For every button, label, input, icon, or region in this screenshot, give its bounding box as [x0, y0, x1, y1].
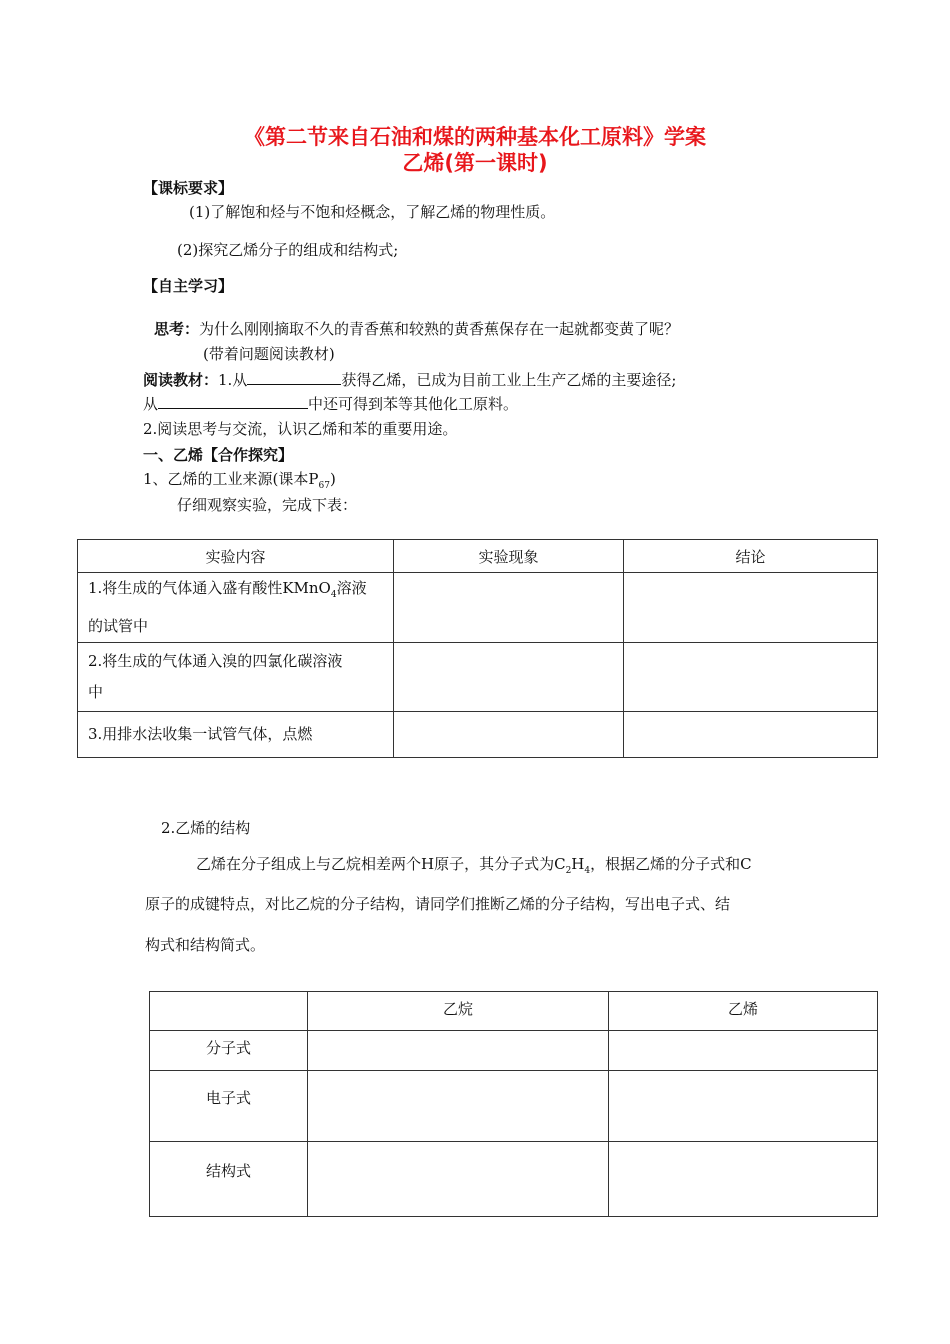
standards-item-1: (1)了解饱和烃与不饱和烃概念，了解乙烯的物理性质。: [189, 203, 556, 221]
read-label: 阅读教材：: [143, 371, 219, 389]
header-ethane: 乙烷: [308, 992, 609, 1031]
ethylene-structure-input[interactable]: [609, 1142, 878, 1217]
header-conclusion: 结论: [624, 540, 878, 573]
table-row: [78, 573, 878, 643]
read-text-1a: 1.从: [218, 371, 248, 389]
think-text: 为什么刚刚摘取不久的青香蕉和较熟的黄香蕉保存在一起就都变黄了呢？: [199, 320, 680, 338]
cell-text: 2.将生成的气体通入溴的四氯化碳溶液: [88, 652, 343, 670]
blank-2[interactable]: [158, 393, 308, 409]
section1-heading: 一、乙烯【合作探究】: [143, 446, 294, 464]
structure-table: [149, 991, 878, 1217]
table-row: [78, 643, 878, 712]
ethane-structure-input[interactable]: [308, 1142, 609, 1217]
table-row: [150, 1142, 878, 1217]
para-text: ，根据乙烯的分子式和C: [590, 855, 752, 873]
experiment-table: [77, 539, 878, 758]
phenomenon-input[interactable]: [394, 573, 624, 643]
table-header-row: [150, 992, 878, 1031]
row-label-formula: 分子式: [150, 1031, 308, 1071]
table-row: [150, 1031, 878, 1071]
para-text: H: [571, 855, 585, 873]
conclusion-input[interactable]: [624, 643, 878, 712]
conclusion-input[interactable]: [624, 573, 878, 643]
ethane-electron-input[interactable]: [308, 1071, 609, 1142]
header-ethylene: 乙烯: [609, 992, 878, 1031]
row-label-electron: 电子式: [150, 1071, 308, 1142]
section1-instruction: 仔细观察实验，完成下表：: [177, 496, 358, 514]
page-title: 《第二节来自石油和煤的两种基本化工原料》学案: [244, 125, 706, 149]
row-label-structure: 结构式: [150, 1142, 308, 1217]
table-row: [78, 712, 878, 758]
experiment-cell: [78, 643, 394, 712]
think-line: [154, 318, 679, 339]
section2-paragraph-line1: [196, 853, 752, 876]
phenomenon-input[interactable]: [394, 643, 624, 712]
read-text-1d: 中还可得到苯等其他化工原料。: [308, 395, 519, 413]
think-note: (带着问题阅读教材): [203, 345, 335, 363]
think-label: 思考：: [154, 320, 200, 338]
section2-paragraph-line3: 构式和结构简式。: [145, 936, 266, 954]
read-line-1: [143, 369, 676, 390]
table-header-row: [78, 540, 878, 573]
blank-1[interactable]: [247, 369, 341, 385]
experiment-cell: [78, 712, 394, 758]
section2-heading: 2.乙烯的结构: [161, 819, 251, 837]
experiment-cell: [78, 573, 394, 643]
sub1-suffix: ): [329, 470, 336, 488]
para-subscript: 2: [565, 866, 572, 876]
standards-item-2: (2)探究乙烯分子的组成和结构式;: [177, 241, 399, 259]
self-study-heading: 【自主学习】: [143, 277, 234, 295]
ethylene-formula-input[interactable]: [609, 1031, 878, 1071]
header-empty: [150, 992, 308, 1031]
standards-heading: 【课标要求】: [143, 179, 234, 197]
sub1-page-subscript: 67: [318, 481, 330, 491]
read-line-3: 2.阅读思考与交流，认识乙烯和苯的重要用途。: [143, 420, 458, 438]
read-text-1c: 从: [143, 395, 159, 413]
read-line-2: [143, 393, 518, 414]
page-subtitle: 乙烯(第一课时): [402, 151, 548, 175]
cell-subscript: 4: [330, 590, 337, 600]
cell-text: 中: [88, 683, 104, 701]
cell-text: 的试管中: [88, 617, 149, 635]
cell-text: 3.用排水法收集一试管气体，点燃: [88, 725, 313, 743]
para-text: 乙烯在分子组成上与乙烷相差两个H原子，其分子式为C: [196, 855, 566, 873]
ethylene-electron-input[interactable]: [609, 1071, 878, 1142]
cell-text: 1.将生成的气体通入盛有酸性KMnO: [88, 579, 331, 597]
sub1-prefix: 1、乙烯的工业来源(课本P: [143, 470, 319, 488]
conclusion-input[interactable]: [624, 712, 878, 758]
para-subscript: 4: [584, 866, 591, 876]
read-text-1b: 获得乙烯，已成为目前工业上生产乙烯的主要途径;: [341, 371, 677, 389]
section1-sub1: [143, 468, 336, 491]
header-content: 实验内容: [78, 540, 394, 573]
phenomenon-input[interactable]: [394, 712, 624, 758]
table-row: [150, 1071, 878, 1142]
ethane-formula-input[interactable]: [308, 1031, 609, 1071]
section2-paragraph-line2: 原子的成键特点，对比乙烷的分子结构，请同学们推断乙烯的分子结构，写出电子式、结: [145, 895, 731, 913]
header-phenomenon: 实验现象: [394, 540, 624, 573]
cell-text: 溶液: [336, 579, 367, 597]
